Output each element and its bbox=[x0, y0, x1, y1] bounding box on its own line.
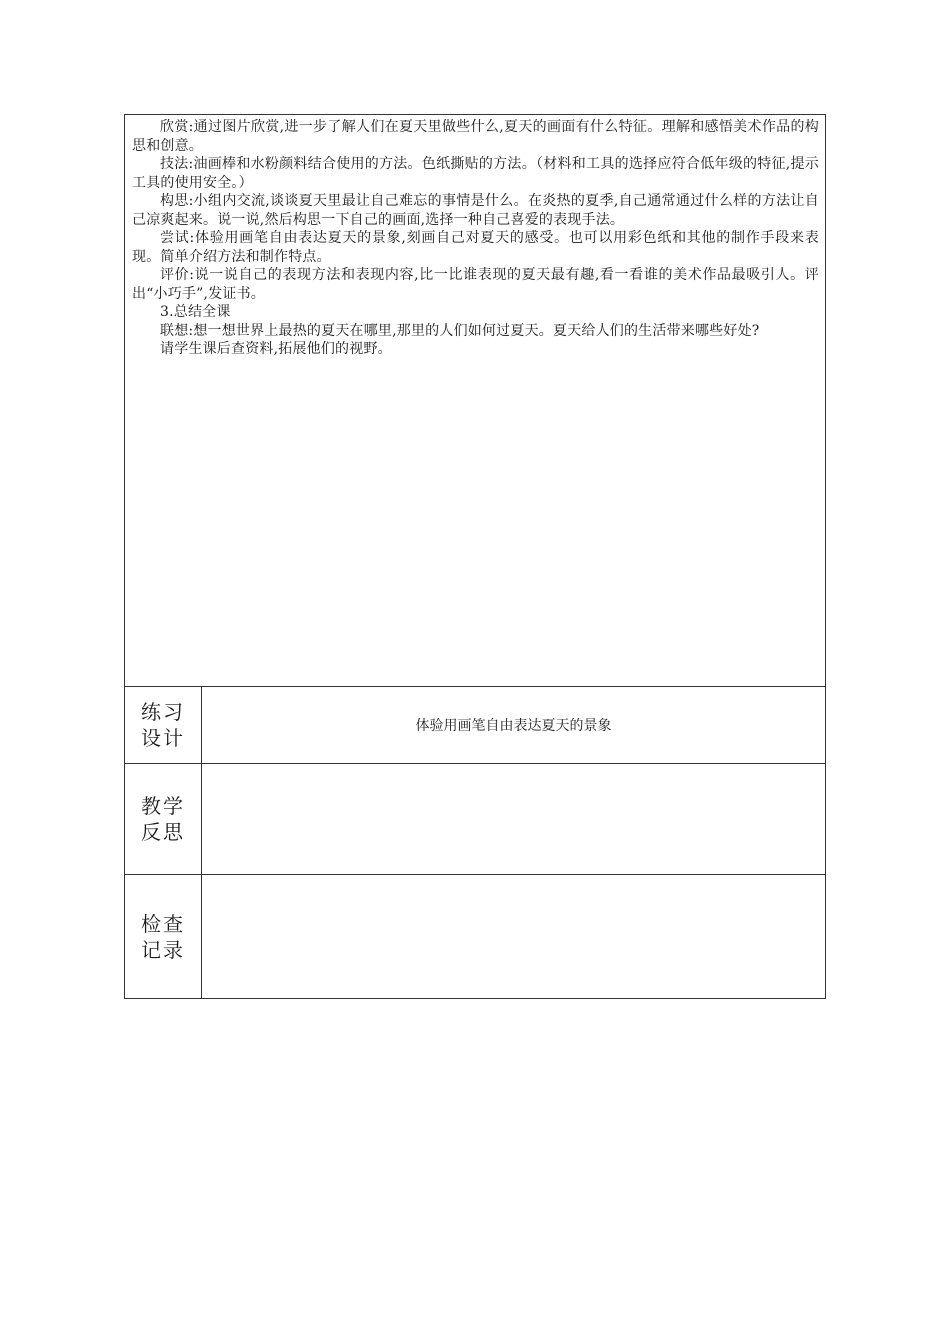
teaching-reflection-label: 教学反思 bbox=[141, 794, 185, 844]
inspection-record-content bbox=[202, 875, 825, 998]
paragraph-evaluation: 评价:说一说自己的表现方法和表现内容,比一比谁表现的夏天最有趣,看一看谁的美术作品最吸引人。评出“小巧手”,发证书。 bbox=[132, 267, 819, 302]
paragraph-appreciation: 欣赏:通过图片欣赏,进一步了解人们在夏天里做些什么,夏天的画面有什么特征。理解和感悟美术作品的构思和创意。 bbox=[132, 119, 819, 154]
inspection-record-label: 检查记录 bbox=[141, 911, 185, 962]
paragraph-summary-heading: 3.总结全课 bbox=[160, 304, 231, 320]
paragraph-homework: 请学生课后查资料,拓展他们的视野。 bbox=[160, 341, 392, 357]
paragraph-association: 联想:想一想世界上最热的夏天在哪里,那里的人们如何过夏天。夏天给人们的生活带来哪些好处? bbox=[160, 322, 760, 339]
paragraph-technique: 技法:油画棒和水粉颜料结合使用的方法。色纸撕贴的方法。（材料和工具的选择应符合低年级的特征,提示工具的使用安全。） bbox=[132, 156, 819, 191]
practice-design-label-cell bbox=[125, 687, 202, 763]
practice-design-row bbox=[125, 687, 825, 764]
teaching-reflection-row bbox=[125, 764, 825, 875]
inspection-record-row bbox=[125, 875, 825, 998]
paragraph-attempt: 尝试:体验用画笔自由表达夏天的景象,刻画自己对夏天的感受。也可以用彩色纸和其他的制作手段来表现。简单介绍方法和制作特点。 bbox=[132, 230, 819, 265]
practice-design-content: 体验用画笔自由表达夏天的景象 bbox=[415, 718, 612, 734]
teaching-reflection-content bbox=[202, 764, 825, 874]
practice-design-label: 练习设计 bbox=[141, 700, 185, 750]
teaching-reflection-label-cell bbox=[125, 764, 202, 874]
teaching-process-cell bbox=[125, 115, 825, 687]
inspection-record-label-cell bbox=[125, 875, 202, 998]
lesson-plan-table bbox=[124, 114, 826, 999]
paragraph-conception: 构思:小组内交流,谈谈夏天里最让自己难忘的事情是什么。在炎热的夏季,自己通常通过什么样的方法让自己凉爽起来。说一说,然后构思一下自己的画面,选择一种自己喜爱的表现手法。 bbox=[132, 193, 819, 228]
